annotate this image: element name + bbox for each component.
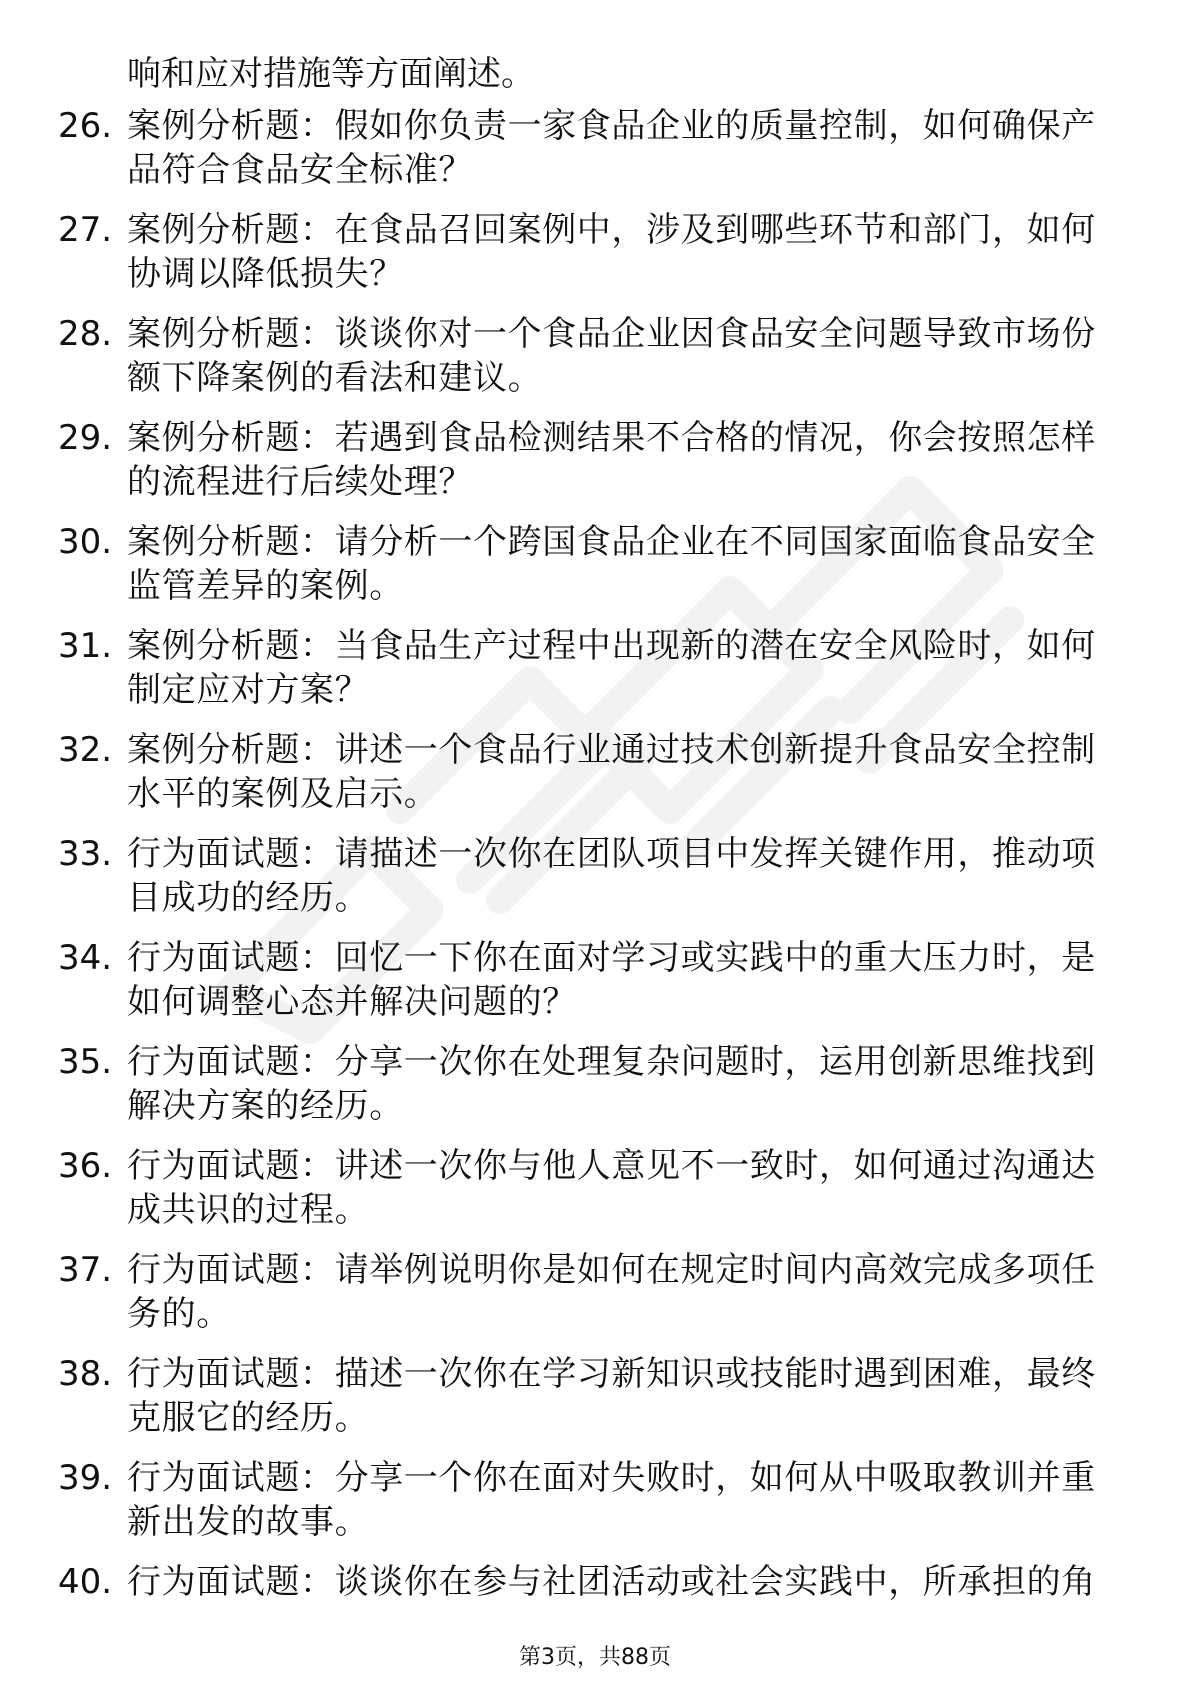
question-text: 案例分析题：若遇到食品检测结果不合格的情况，你会按照怎样的流程进行后续处理？ (127, 418, 1096, 502)
question-number: 26. (58, 106, 113, 146)
question-number: 27. (58, 210, 113, 250)
page-number-footer: 第3页，共88页 (519, 1645, 671, 1670)
question-item (58, 728, 1118, 832)
question-item (58, 1040, 1118, 1144)
question-item (58, 1352, 1118, 1456)
question-text: 行为面试题：请举例说明你是如何在规定时间内高效完成多项任务的。 (127, 1250, 1096, 1334)
question-number: 31. (58, 626, 113, 666)
question-item (58, 832, 1118, 936)
question-number: 35. (58, 1042, 113, 1082)
question-number: 40. (58, 1562, 113, 1602)
question-item (58, 624, 1118, 728)
question-text: 案例分析题：谈谈你对一个食品企业因食品安全问题导致市场份额下降案例的看法和建议。 (127, 314, 1096, 398)
question-number: 30. (58, 522, 113, 562)
question-text: 案例分析题：当食品生产过程中出现新的潜在安全风险时，如何制定应对方案？ (127, 626, 1096, 710)
question-number: 28. (58, 314, 113, 354)
question-item (58, 104, 1118, 208)
question-item (58, 936, 1118, 1040)
question-number: 33. (58, 834, 113, 874)
continuation-line: 响和应对措施等方面阐述。 (127, 54, 535, 94)
question-item (58, 416, 1118, 520)
question-text: 案例分析题：在食品召回案例中，涉及到哪些环节和部门，如何协调以降低损失？ (127, 210, 1096, 294)
question-item (58, 208, 1118, 312)
question-number: 37. (58, 1250, 113, 1290)
question-number: 29. (58, 418, 113, 458)
question-text: 案例分析题：请分析一个跨国食品企业在不同国家面临食品安全监管差异的案例。 (127, 522, 1096, 606)
question-number: 34. (58, 938, 113, 978)
question-text: 行为面试题：分享一次你在处理复杂问题时，运用创新思维找到解决方案的经历。 (127, 1042, 1096, 1126)
question-number: 32. (58, 730, 113, 770)
question-number: 39. (58, 1458, 113, 1498)
question-text: 行为面试题：分享一个你在面对失败时，如何从中吸取教训并重新出发的故事。 (127, 1458, 1096, 1542)
question-list (58, 104, 1118, 1664)
question-text: 行为面试题：讲述一次你与他人意见不一致时，如何通过沟通达成共识的过程。 (127, 1146, 1096, 1230)
question-text: 案例分析题：假如你负责一家食品企业的质量控制，如何确保产品符合食品安全标准？ (127, 106, 1096, 190)
question-item (58, 1248, 1118, 1352)
question-item (58, 312, 1118, 416)
question-text: 案例分析题：讲述一个食品行业通过技术创新提升食品安全控制水平的案例及启示。 (127, 730, 1096, 814)
question-number: 36. (58, 1146, 113, 1186)
question-item (58, 1144, 1118, 1248)
question-text: 行为面试题：回忆一下你在面对学习或实践中的重大压力时，是如何调整心态并解决问题的？ (127, 938, 1096, 1022)
question-item (58, 520, 1118, 624)
question-text: 行为面试题：谈谈你在参与社团活动或社会实践中，所承担的角 (127, 1562, 1096, 1602)
question-number: 38. (58, 1354, 113, 1394)
question-item (58, 1456, 1118, 1560)
question-text: 行为面试题：描述一次你在学习新知识或技能时遇到困难，最终克服它的经历。 (127, 1354, 1096, 1438)
question-text: 行为面试题：请描述一次你在团队项目中发挥关键作用，推动项目成功的经历。 (127, 834, 1096, 918)
